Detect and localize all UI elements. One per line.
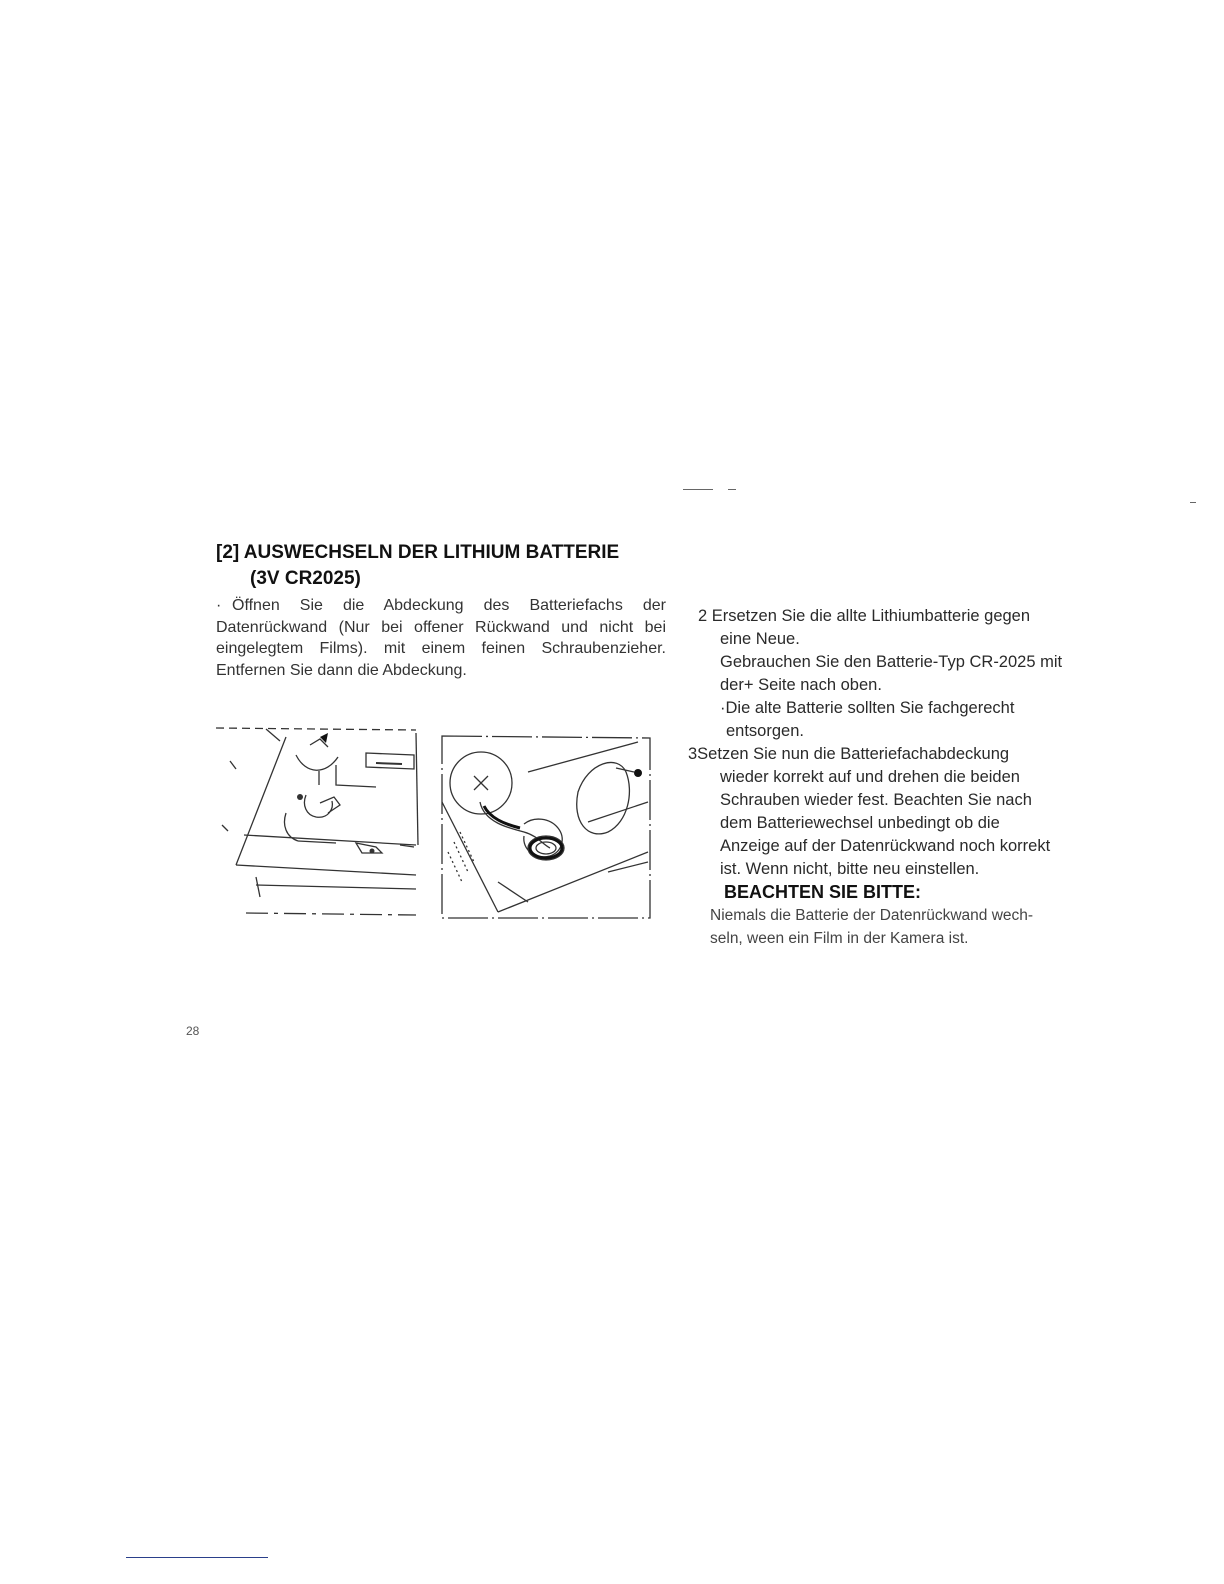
note-heading: BEACHTEN SIE BITTE: [724,882,922,902]
section-heading-line2: (3V CR2025) [250,568,361,589]
step1-text: Öffnen Sie die Abdeckung des Batteriefachs der Datenrückwand (Nur bei offener Rückwand und nicht bei eingelegtem Films). mit einem feinen Schraubenzieher. Entfernen Sie dann die Abdeckung. [216,597,666,679]
step2-note-line2: entsorgen. [726,722,804,740]
step2-line3: Gebrauchen Sie den Batterie-Typ CR-2025 mit [720,653,1063,671]
scan-mark [683,489,713,490]
right-column [688,605,1143,950]
step2-line4: der+ Seite nach oben. [720,676,882,694]
step1-paragraph [216,595,666,681]
note-line2: seln, ween ein Film in der Kamera ist. [710,930,969,947]
step3-line2: wieder korrekt auf und drehen die beiden [720,768,1020,786]
bullet: · [216,597,222,614]
step2-line2: eine Neue. [720,630,800,648]
note-line1: Niemals die Batterie der Datenrückwand wech- [710,907,1034,924]
scan-mark [1190,502,1196,503]
scan-mark [728,489,736,490]
step2-note-line1: ·Die alte Batterie sollten Sie fachgerecht [720,699,1015,717]
figure-cover-removal [216,725,422,917]
step2-line1: 2 Ersetzen Sie die allte Lithiumbatterie gegen [698,607,1031,625]
step3-line5: Anzeige auf der Datenrückwand noch korrekt [720,837,1051,855]
section-heading [216,540,666,592]
figure-battery-compartment [438,732,654,924]
step3-line3: Schrauben wieder fest. Beachten Sie nach [720,791,1032,809]
page-number: 28 [186,1024,200,1038]
step3-line6: ist. Wenn nicht, bitte neu einstellen. [720,860,980,878]
step3-line4: dem Batteriewechsel unbedingt ob die [720,814,1000,832]
footer-rule [126,1557,268,1558]
step3-line1: 3Setzen Sie nun die Batteriefachabdeckung [688,745,1010,763]
section-heading-line1: [2] AUSWECHSELN DER LITHIUM BATTERIE [216,542,620,563]
